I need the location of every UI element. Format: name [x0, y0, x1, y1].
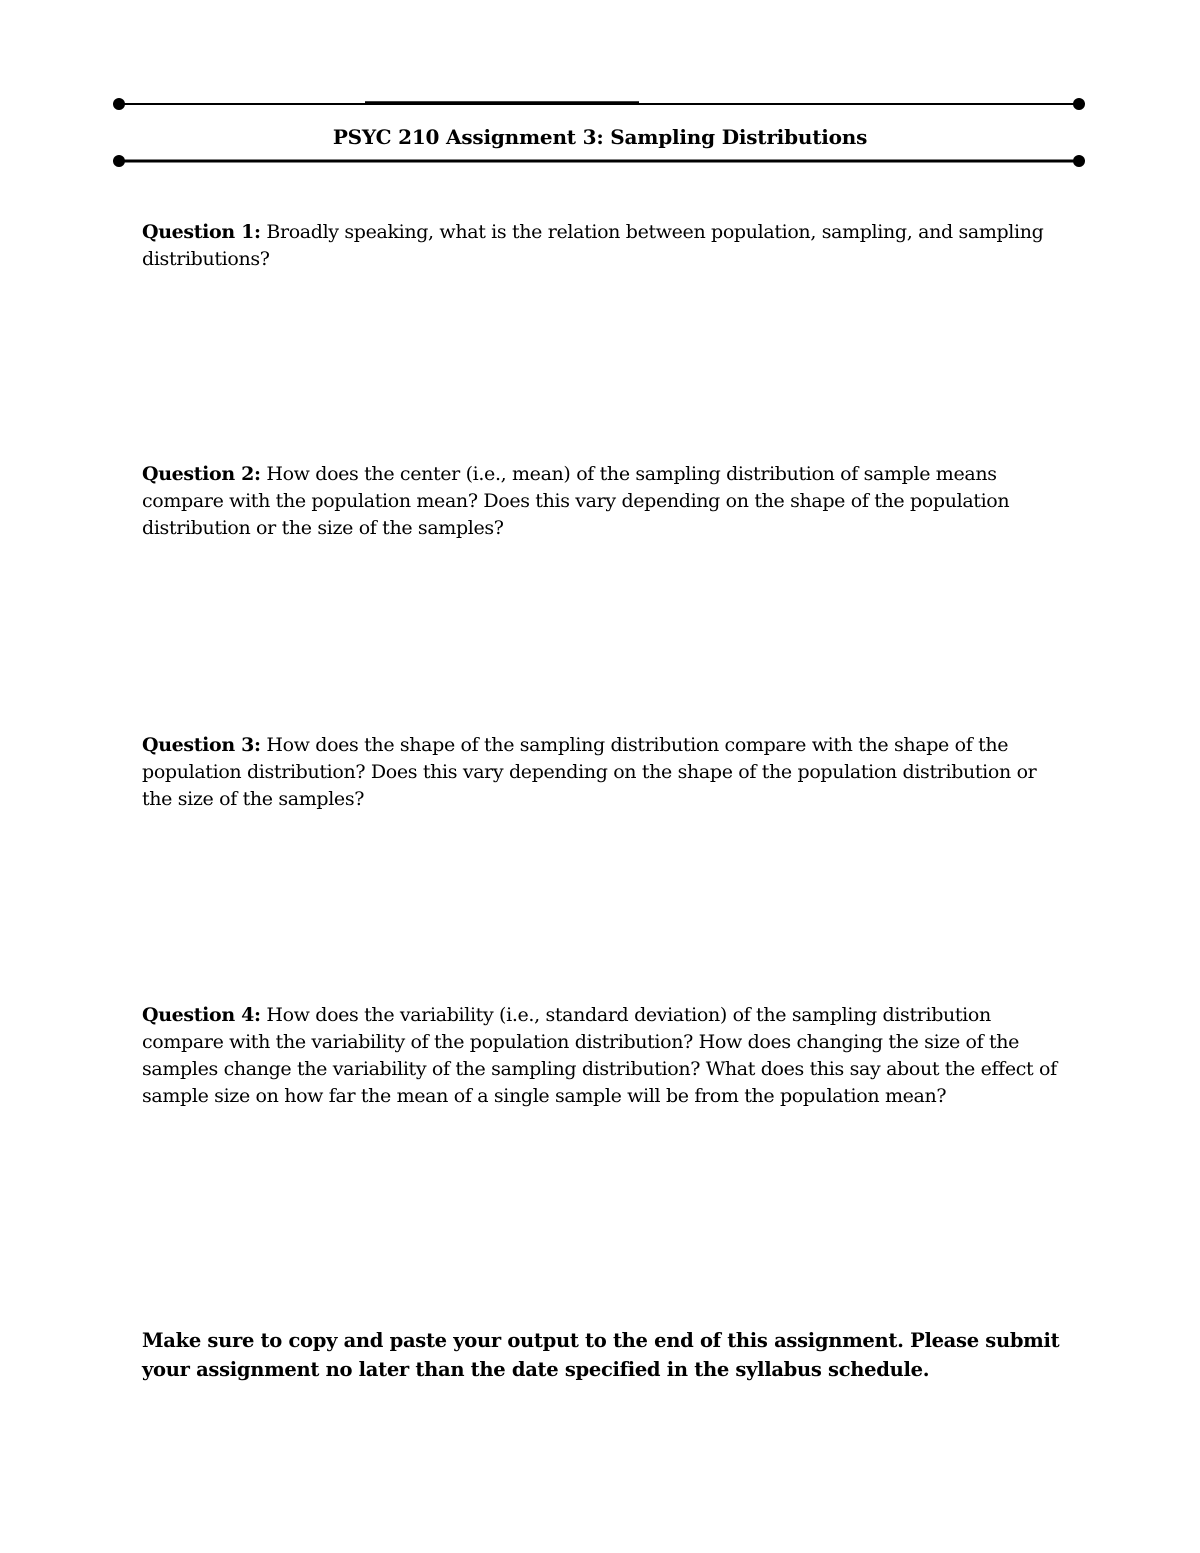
- question-4-text: How does the variability (i.e., standard deviation) of the sampling distribution compare with the variability of the population distribution? How does changing the size of the samples change the variability of the sampling distribution? What does this say about the effect of sample size on how far the mean of a single sample will be from the population mean?: [142, 1004, 1057, 1107]
- question-1-label: Question 1:: [142, 221, 261, 243]
- document-title: PSYC 210 Assignment 3: Sampling Distributions: [332, 125, 868, 149]
- submission-instructions: Make sure to copy and paste your output to the end of this assignment. Please submit your assignment no later than the date specified in the syllabus schedule.: [142, 1329, 1060, 1381]
- question-2-text: How does the center (i.e., mean) of the sampling distribution of sample means compare with the population mean? Does this vary depending on the shape of the population distribution or the size of the samples?: [142, 463, 1010, 539]
- header-top-rule: [112, 97, 1086, 111]
- question-2-label: Question 2:: [142, 463, 261, 485]
- question-2: [142, 461, 1062, 542]
- question-4: [142, 1002, 1062, 1110]
- question-3: [142, 732, 1062, 813]
- question-1: [142, 219, 1062, 273]
- question-3-label: Question 3:: [142, 734, 261, 756]
- header-bottom-rule: [112, 154, 1086, 168]
- question-3-text: How does the shape of the sampling distribution compare with the shape of the population distribution? Does this vary depending on the shape of the population distribution or the size of the samples?: [142, 734, 1037, 810]
- question-4-label: Question 4:: [142, 1004, 261, 1026]
- question-1-text: Broadly speaking, what is the relation between population, sampling, and sampling distributions?: [142, 221, 1044, 270]
